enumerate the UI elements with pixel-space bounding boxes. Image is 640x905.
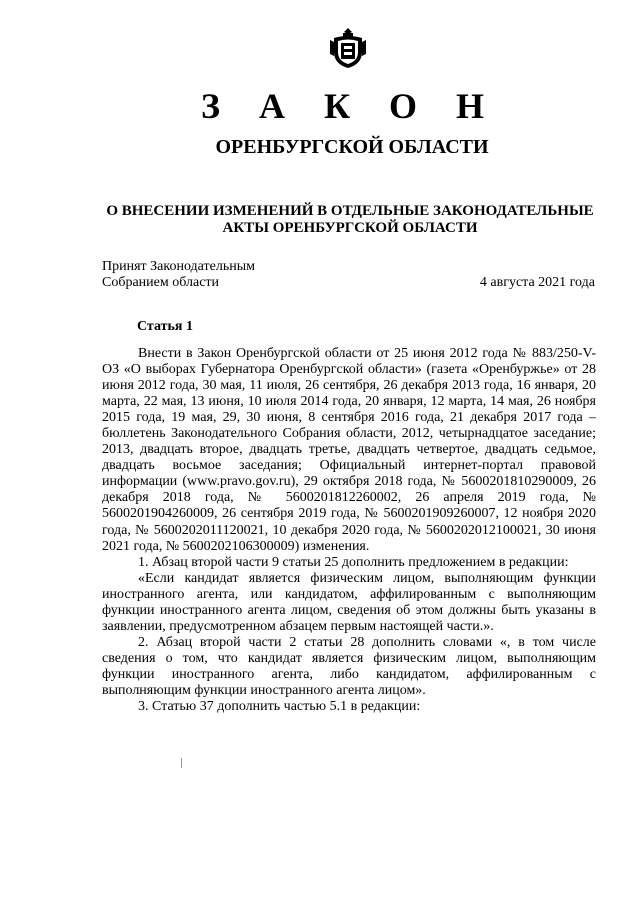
article-paragraph: Внести в Закон Оренбургской области от 25 июня 2012 года № 883/250-V-ОЗ «О выборах Губернатора Оренбургской области» (газета «Оренбуржье» от 28 июня 2012 года, 30 мая, 11 июля, 26 сентября, 26 декабря 2013 года, 16 января, 20 марта, 22 мая, 13 июня, 10 июля 2014 года, 20 января, 12 марта, 14 мая, 26 ноября 2015 года, 19 мая, 29, 30 июня, 8 сентября 2016 года, 21 декабря 2017 года – бюллетень Законодательного Собрания области, 2012, четырнадцатое заседание; 2013, двадцать второе, двадцать третье, двадцать четвертое, двадцать седьмое, двадцать восьмое заседания; Официальный интернет-портал правовой информации (www.pravo.gov.ru), 29 октября 2018 года, № 5600201810290009, 26 декабря 2018 года, № 5600201812260002, 26 апреля 2019 года, № 5600201904260009, 26 сентября 2019 года, № 5600201909260007, 12 ноября 2020 года, № 5600202011120021, 10 декабря 2020 года, № 5600202012100021, 30 июня 2021 года, № 5600202106300009) изменения. (102, 346, 596, 554)
article-paragraph: 2. Абзац второй части 2 статьи 28 дополнить словами «, в том числе сведения о том, что кандидат является физическим лицом, выполняющим функции иностранного агента, либо кандидатом, аффилированным с выполняющим функции иностранного агента лицом». (102, 634, 596, 698)
adoption-info (102, 259, 255, 291)
article-paragraph: «Если кандидат является физическим лицом, выполняющим функции иностранного агента, или кандидатом, аффилированным с выполняющим функции иностранного агента лицом, сведения об этом должны быть указаны в заявлении, предусмотренном абзацем первым настоящей части.». (102, 570, 596, 634)
scan-artifact (181, 758, 182, 768)
document-subtitle: ОРЕНБУРГСКОЙ ОБЛАСТИ (215, 136, 489, 158)
article-heading: Статья 1 (137, 319, 193, 334)
adoption-date: 4 августа 2021 года (479, 275, 595, 290)
article-body (102, 346, 596, 715)
article-paragraph: 3. Статью 37 дополнить частью 5.1 в редакции: (138, 699, 421, 715)
adoption-line-2: Собранием области (102, 275, 220, 290)
document-title: З А К О Н (200, 86, 500, 126)
adoption-line-1: Принят Законодательным (102, 259, 255, 274)
law-name: О ВНЕСЕНИИ ИЗМЕНЕНИЙ В ОТДЕЛЬНЫЕ ЗАКОНОДАТЕЛЬНЫЕ АКТЫ ОРЕНБУРГСКОЙ ОБЛАСТИ (106, 203, 594, 236)
article-paragraph: 1. Абзац второй части 9 статьи 25 дополнить предложением в редакции: (138, 554, 569, 570)
coat-of-arms-icon (329, 26, 367, 70)
